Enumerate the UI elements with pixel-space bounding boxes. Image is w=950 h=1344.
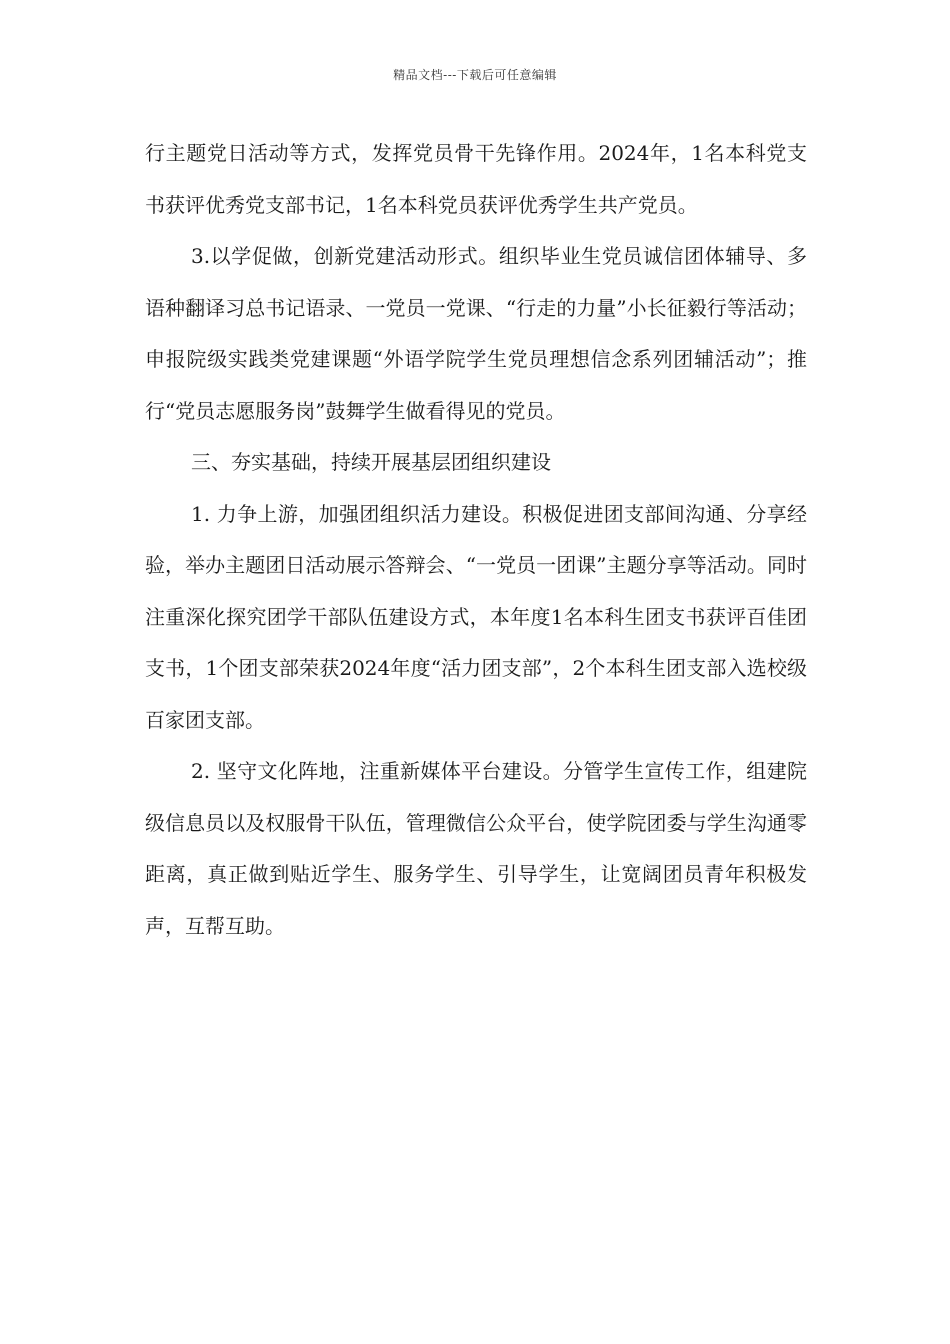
paragraph-league-vitality: 1. 力争上游，加强团组织活力建设。积极促进团支部间沟通、分享经验，举办主题团日活动展示答辩会、“一党员一团课”主题分享等活动。同时注重深化探究团学干部队伍建设方式，本年度1名本科生团支书获评百佳团支书，1个团支部荣获2024年度“活力团支部”，2个本科生团支部入选校级百家团支部。 — [145, 501, 807, 732]
section-heading-league-organization: 三、夯实基础，持续开展基层团组织建设 — [191, 450, 551, 474]
page-header: 精品文档---下载后可任意编辑 — [393, 68, 557, 82]
paragraph-party-activities: 行主题党日活动等方式，发挥党员骨干先锋作用。2024年，1名本科党支书获评优秀党支部书记，1名本科党员获评优秀学生共产党员。 — [145, 141, 807, 217]
paragraph-innovate-party-building: 3.以学促做，创新党建活动形式。组织毕业生党员诚信团体辅导、多语种翻译习总书记语录、一党员一党课、“行走的力量”小长征毅行等活动；申报院级实践类党建课题“外语学院学生党员理想信念系列团辅活动”；推行“党员志愿服务岗”鼓舞学生做看得见的党员。 — [145, 244, 807, 423]
paragraph-new-media-platform: 2. 坚守文化阵地，注重新媒体平台建设。分管学生宣传工作，组建院级信息员以及权服骨干队伍，管理微信公众平台，使学院团委与学生沟通零距离，真正做到贴近学生、服务学生、引导学生，让宽阔团员青年积极发声，互帮互助。 — [145, 759, 807, 938]
document-body — [145, 128, 807, 952]
